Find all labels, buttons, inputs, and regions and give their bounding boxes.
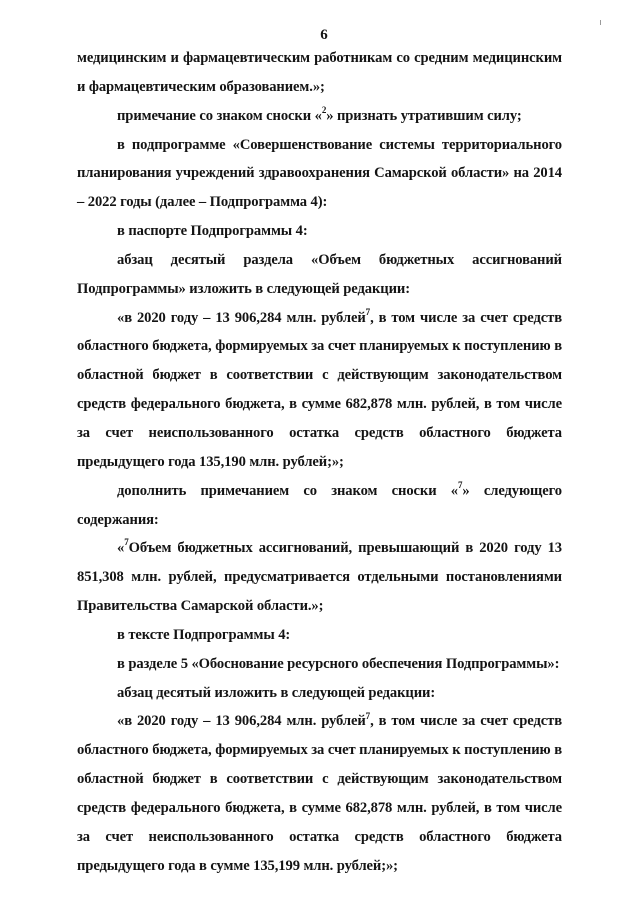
paragraph-text: , в том числе за счет средств областного бюджета, формируемых за счет планируемых к поступлению в областной бюджет в соответствии с действующим законодательством средств федерального бюджета, в сумме 682,878 млн. рублей, в том числе за счет неиспользованного остатка средств областного бюджета предыдущего года 135,190 млн. рублей;»; — [77, 309, 562, 470]
footnote-mark: 2 — [321, 104, 327, 115]
paragraph-text: в тексте Подпрограммы 4: — [117, 626, 291, 643]
paragraph-text: медицинским и фармацевтическим работникам со средним медицинским и фармацевтическим образованием.»; — [77, 50, 562, 95]
footnote-mark: 7 — [124, 537, 129, 548]
paragraph-text: в паспорте Подпрограммы 4: — [117, 223, 308, 240]
paragraph-p11 — [77, 679, 562, 708]
paragraph-text: Объем бюджетных ассигнований, превышающий в 2020 году 13 851,308 млн. рублей, предусматривается отдельными постановлениями Правительства Самарской области.»; — [77, 540, 562, 615]
footnote-mark: 7 — [365, 306, 371, 317]
paragraph-p2 — [77, 102, 562, 131]
paragraph-p5 — [77, 246, 562, 304]
paragraph-p3 — [77, 131, 562, 218]
document-body — [77, 44, 562, 880]
paragraph-text: абзац десятый раздела «Объем бюджетных ассигнований Подпрограммы» изложить в следующей редакции: — [77, 251, 562, 297]
paragraph-text: в подпрограмме «Совершенствование системы территориального планирования учреждений здравоохранения Самарской области» на 2014 – 2022 годы (далее – Подпрограмма 4): — [77, 136, 562, 211]
paragraph-text: « — [117, 540, 125, 557]
page-number: 6 — [320, 27, 328, 43]
scan-artifact — [600, 20, 601, 25]
paragraph-text: примечание со знаком сноски « — [117, 107, 322, 124]
footnote-mark: 7 — [365, 710, 371, 721]
paragraph-p4 — [77, 217, 562, 246]
paragraph-p12 — [77, 707, 562, 880]
footnote-mark: 7 — [457, 479, 463, 490]
paragraph-p8 — [77, 534, 562, 621]
paragraph-text: дополнить примечанием со знаком сноски « — [117, 482, 458, 499]
paragraph-text: «в 2020 году – 13 906,284 млн. рублей — [117, 713, 366, 730]
paragraph-p1 — [77, 44, 562, 102]
paragraph-p9 — [77, 621, 562, 650]
paragraph-text: » следующего содержания: — [77, 482, 562, 528]
paragraph-p7 — [77, 477, 562, 535]
paragraph-p6 — [77, 304, 562, 477]
paragraph-text: «в 2020 году – 13 906,284 млн. рублей — [117, 309, 366, 326]
paragraph-text: абзац десятый изложить в следующей редакции: — [117, 684, 436, 701]
paragraph-p10 — [77, 650, 562, 679]
paragraph-text: » признать утратившим силу; — [326, 107, 522, 124]
paragraph-text: , в том числе за счет средств областного бюджета, формируемых за счет планируемых к поступлению в областной бюджет в соответствии с действующим законодательством средств федерального бюджета, в сумме 682,878 млн. рублей, в том числе за счет неиспользованного остатка средств областного бюджета предыдущего года в сумме 135,199 млн. рублей;»; — [77, 713, 562, 874]
paragraph-text: в разделе 5 «Обоснование ресурсного обеспечения Подпрограммы»: — [117, 655, 560, 672]
